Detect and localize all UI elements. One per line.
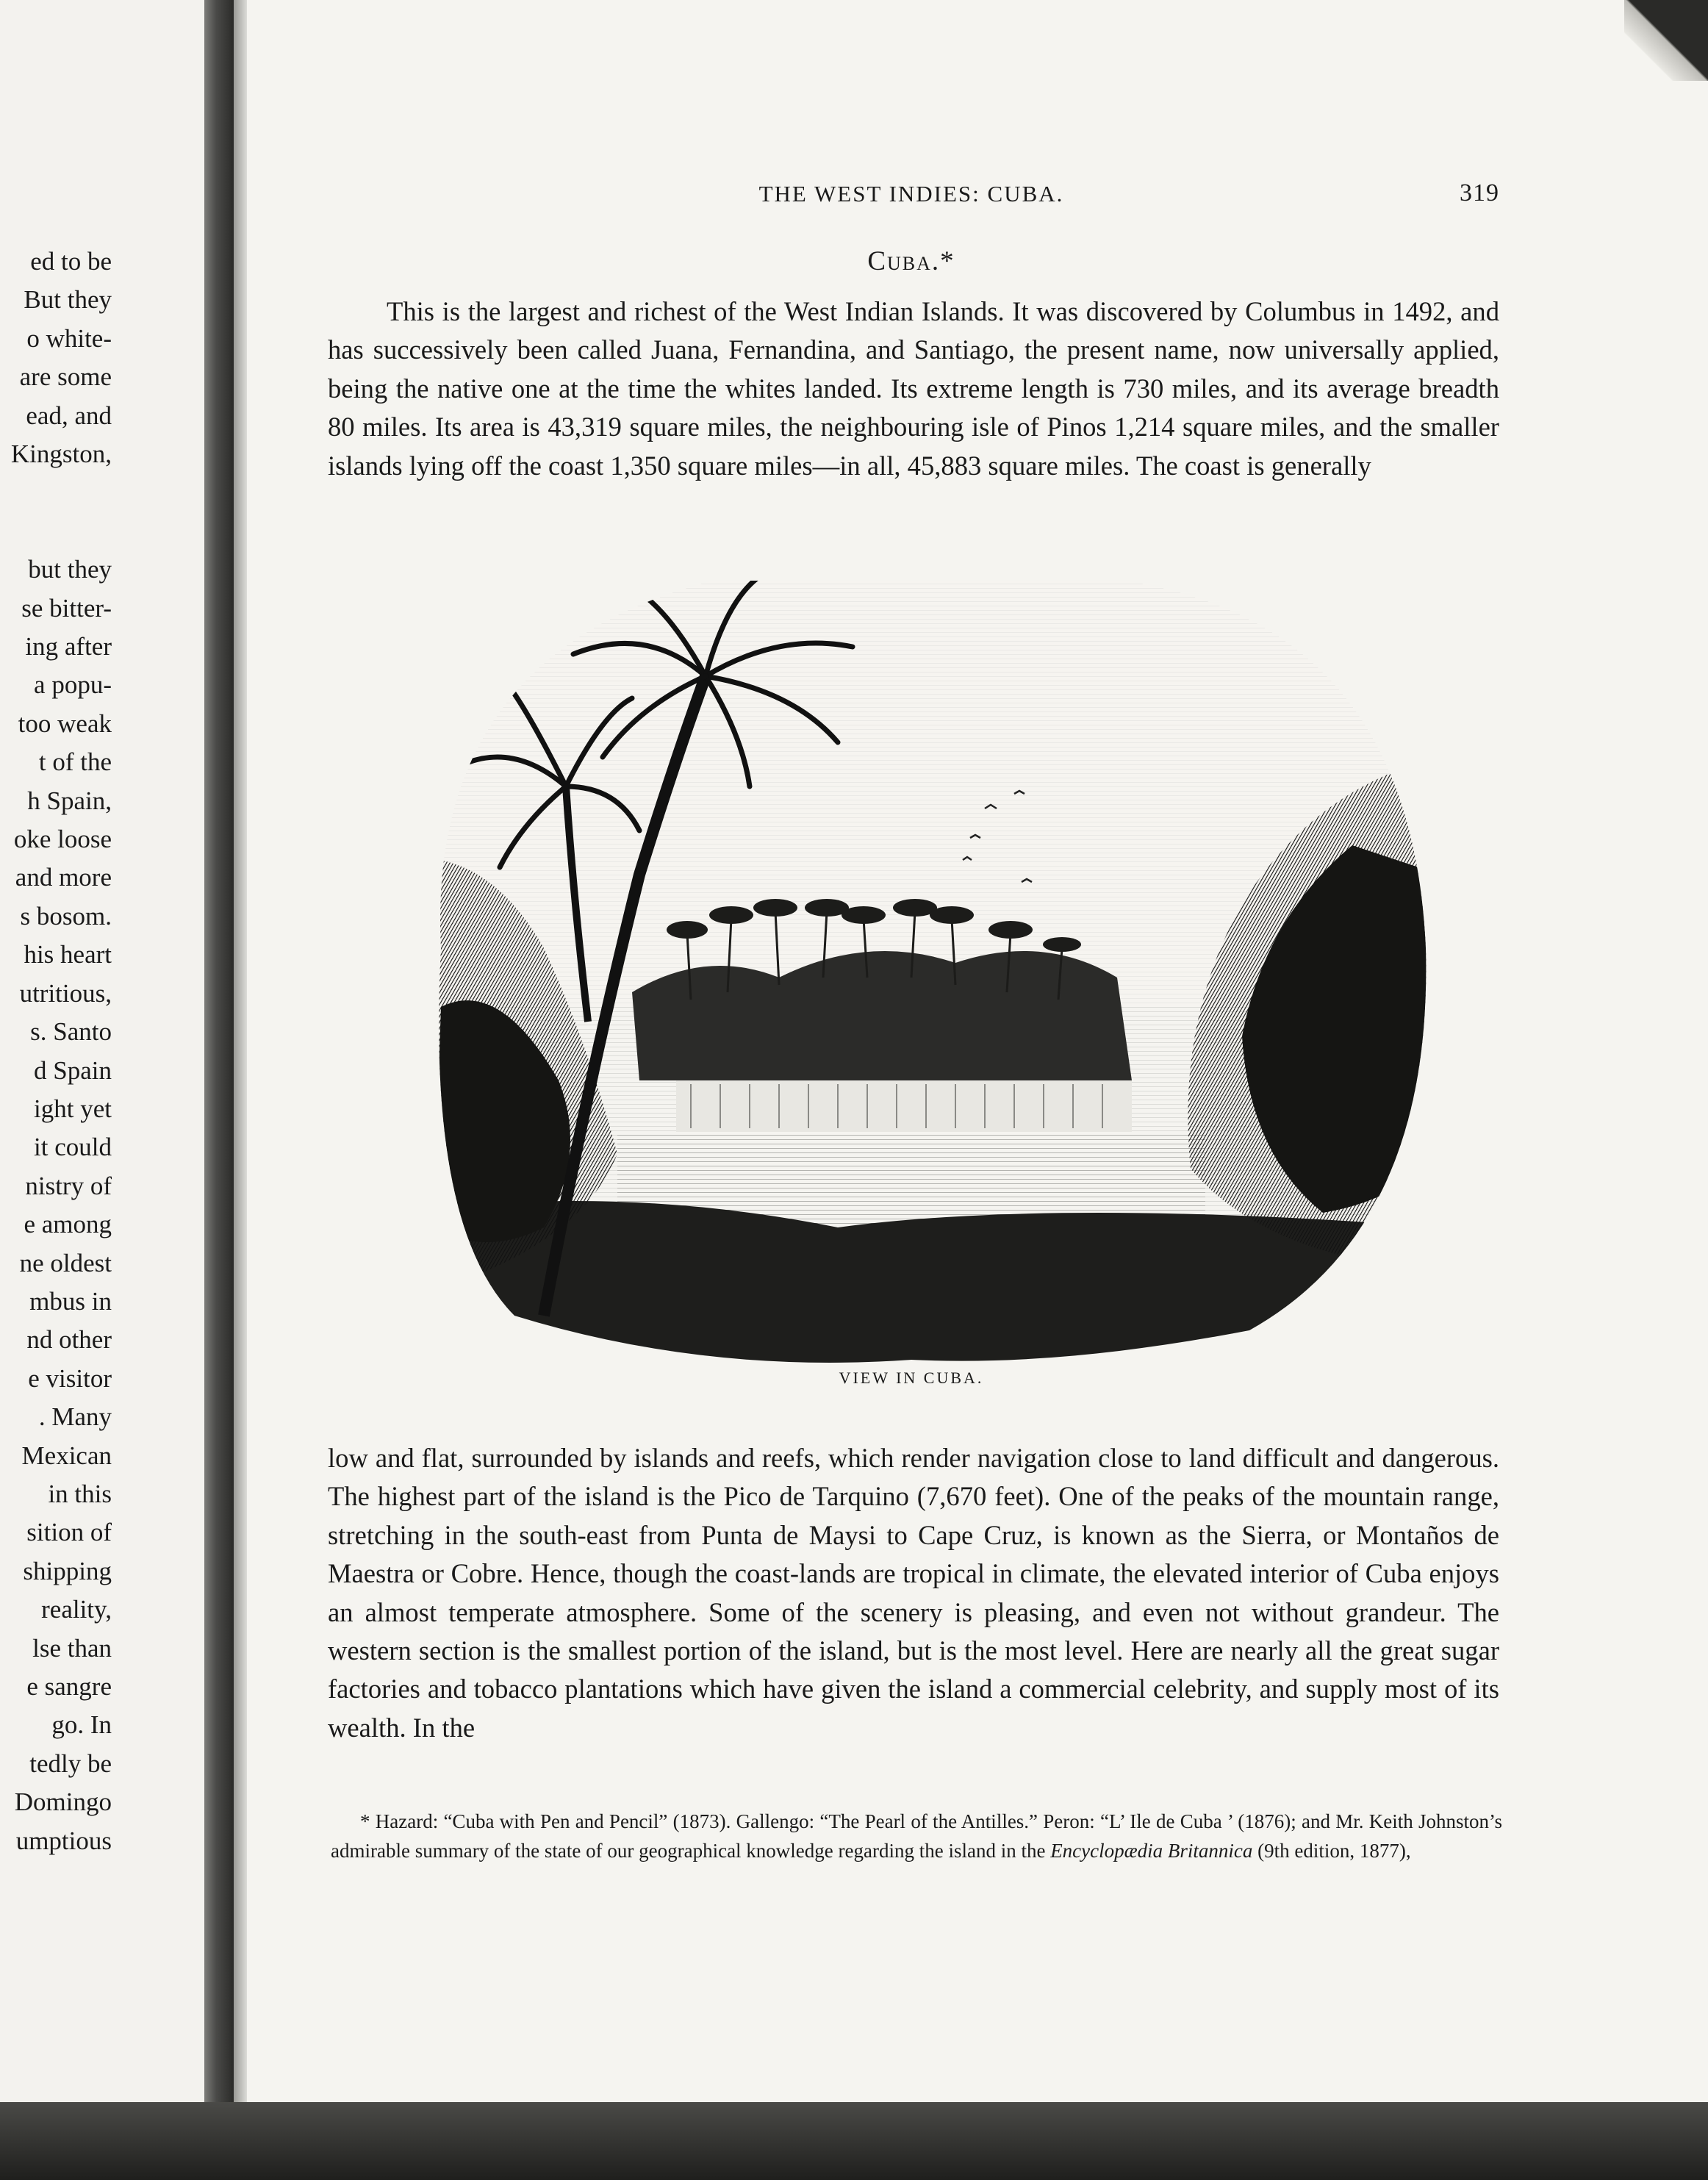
- left-line: lse than: [32, 1633, 112, 1663]
- left-line: tedly be: [29, 1749, 112, 1778]
- running-head-title: THE WEST INDIES: CUBA.: [758, 181, 1064, 207]
- left-line: shipping: [23, 1556, 112, 1585]
- left-line: it could: [34, 1133, 112, 1162]
- page-number: 319: [1460, 179, 1499, 207]
- left-page: [0, 0, 204, 2117]
- footnote: [331, 1807, 1502, 1865]
- left-line: Mexican: [21, 1441, 112, 1470]
- running-head: [323, 176, 1499, 213]
- left-line: umptious: [15, 1826, 112, 1855]
- engraving-illustration: [397, 566, 1440, 1367]
- left-line: his heart: [24, 940, 112, 969]
- left-line: o white-: [26, 323, 112, 353]
- left-line: . Many: [38, 1402, 112, 1432]
- left-line: nistry of: [25, 1171, 112, 1200]
- left-line: Domingo: [14, 1788, 112, 1817]
- left-line: ead, and: [26, 401, 112, 430]
- left-line: ing after: [25, 632, 112, 661]
- footnote-text-after: (9th edition, 1877),: [1252, 1840, 1411, 1862]
- book-gutter: [204, 0, 234, 2180]
- left-line: ne oldest: [19, 1248, 112, 1277]
- left-line: and more: [15, 863, 112, 892]
- left-line: a popu-: [34, 670, 112, 700]
- left-line: Kingston,: [10, 440, 112, 469]
- left-line: e visitor: [28, 1363, 112, 1393]
- section-heading: Cuba.*: [867, 246, 955, 276]
- left-line: oke loose: [13, 825, 112, 854]
- body-paragraph-1: [328, 293, 1499, 485]
- left-line: s. Santo: [30, 1017, 112, 1047]
- left-line: are some: [19, 362, 112, 392]
- left-line: s bosom.: [20, 901, 112, 931]
- footnote-italic-title: Encyclopædia Britannica: [1050, 1840, 1253, 1862]
- left-line: utritious,: [19, 978, 112, 1008]
- left-line: e sangre: [26, 1672, 112, 1702]
- folded-corner: [1624, 0, 1708, 81]
- body-paragraph-2: [328, 1439, 1499, 1747]
- left-line: in this: [48, 1479, 112, 1508]
- left-line: d Spain: [34, 1055, 112, 1085]
- left-line: nd other: [26, 1325, 112, 1355]
- left-line: too weak: [18, 709, 112, 738]
- footnote-text: [331, 1807, 1502, 1865]
- left-page-text: [0, 243, 112, 1860]
- footnote-text-before: * Hazard: “Cuba with Pen and Pencil” (1873). Gallengo: “The Pearl of the Antilles.” Peron: “L’ Ile de Cuba ’ (1876); and Mr. Keith Johnston’s admirable summary of the state of our geographical knowledge regarding the island in the: [331, 1810, 1502, 1862]
- left-line: ight yet: [34, 1094, 112, 1123]
- left-line: ed to be: [30, 247, 112, 276]
- left-line: mbus in: [29, 1286, 112, 1316]
- left-line: se bitter-: [21, 593, 112, 623]
- book-bottom-edge: [0, 2102, 1708, 2180]
- paragraph-text: low and flat, surrounded by islands and reefs, which render navigation close to land difficult and dangerous. The highest part of the island is the Pico de Tarquino (7,670 feet). One of the peaks of the mountain range, stretching in the south-east from Punta de Maysi to Cape Cruz, is known as the Sierra, or Montaños de Maestra or Cobre. Hence, though the coast-lands are tropical in climate, the elevated interior of Cuba enjoys an almost temperate atmosphere. Some of the scenery is pleasing, and even not without grandeur. The western section is the smallest portion of the island, but is the most level. Here are nearly all the great sugar factories and tobacco plantations which have given the island a commercial celebrity, and supply most of its wealth. In the: [328, 1443, 1499, 1743]
- left-line: but they: [28, 555, 112, 584]
- left-line: But they: [24, 285, 112, 315]
- figure-caption: VIEW IN CUBA.: [839, 1369, 984, 1387]
- page-edge: [234, 0, 247, 2117]
- left-line: e among: [24, 1210, 112, 1239]
- left-line: h Spain,: [27, 786, 112, 815]
- tropical-landscape-engraving: [397, 566, 1440, 1367]
- left-line: reality,: [41, 1595, 112, 1624]
- left-line: t of the: [38, 747, 112, 777]
- left-line: sition of: [26, 1518, 112, 1547]
- paragraph-text: This is the largest and richest of the West Indian Islands. It was discovered by Columbus in 1492, and has successively been called Juana, Fernandina, and Santiago, the present name, now universally applied, being the native one at the time the whites landed. Its extreme length is 730 miles, and its average breadth 80 miles. Its area is 43,319 square miles, the neighbouring isle of Pinos 1,214 square miles, and the smaller islands lying off the coast 1,350 square miles—in all, 45,883 square miles. The coast is generally: [328, 296, 1499, 481]
- left-line: go. In: [51, 1710, 112, 1740]
